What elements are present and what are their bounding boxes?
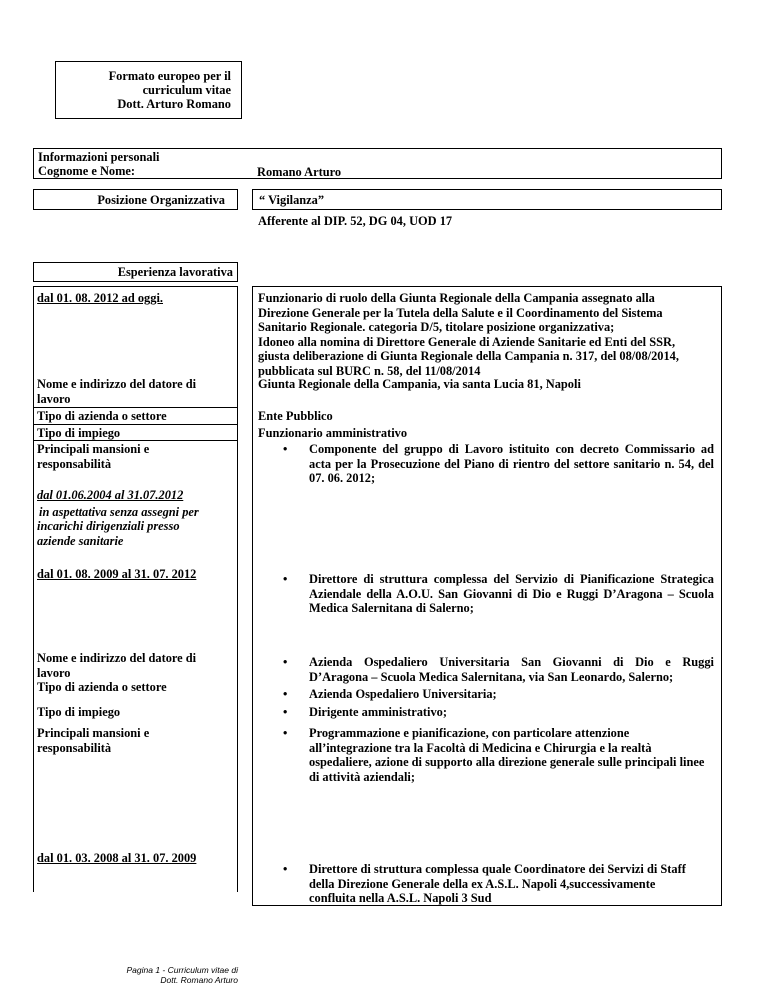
job2-type-value: Dirigente amministrativo; bbox=[309, 705, 447, 719]
job1-divider-1 bbox=[33, 407, 238, 408]
position-label-box bbox=[33, 189, 238, 210]
position-value-box bbox=[252, 189, 722, 210]
job1-desc-line: Sanitario Regionale. categoria D/5, titolare posizione organizzativa; bbox=[258, 320, 615, 335]
footer-line-1: Pagina 1 - Curriculum vitae di bbox=[126, 965, 238, 975]
job1-duties-line: Componente del gruppo di Lavoro istituito con decreto Commissario ad bbox=[309, 442, 714, 456]
position-label: Posizione Organizzativa bbox=[97, 193, 225, 207]
job2-duties-line: all’integrazione tra la Facoltà di Medicina e Chirurgia e la realtà bbox=[309, 740, 652, 755]
job1-desc-line: Idoneo alla nomina di Direttore Generale di Aziende Sanitarie ed Enti del SSR, bbox=[258, 334, 676, 349]
job1-type-label: Tipo di impiego bbox=[37, 426, 121, 440]
leave-note-line: aziende sanitarie bbox=[37, 533, 124, 548]
job1-duties-label-line2: responsabilità bbox=[37, 456, 112, 471]
bullet-icon: • bbox=[283, 655, 288, 669]
job2-sector-value: Azienda Ospedaliero Universitaria; bbox=[309, 687, 497, 701]
job1-employer-label bbox=[37, 377, 196, 406]
personal-section-title: Informazioni personali bbox=[38, 150, 160, 164]
job3-desc-line: della Direzione Generale della ex A.S.L. Napoli 4,successivamente bbox=[309, 876, 656, 891]
job1-desc-line: Direzione Generale per la Tutela della Salute e il Coordinamento del Sistema bbox=[258, 305, 663, 320]
bullet-icon: • bbox=[283, 862, 288, 876]
job2-employer-label-line1: Nome e indirizzo del datore di bbox=[37, 651, 197, 665]
job1-divider-3 bbox=[33, 440, 238, 441]
job2-duties-label-line2: responsabilità bbox=[37, 740, 112, 755]
job2-employer-label bbox=[37, 651, 196, 695]
experience-section-box bbox=[33, 262, 238, 282]
header-line-3: Dott. Arturo Romano bbox=[117, 97, 231, 111]
job2-desc-line: Aziendale della A.O.U. San Giovanni di Dio e Ruggi D’Aragona – Scuola bbox=[309, 586, 714, 601]
job2-employer-label-line2: lavoro bbox=[37, 665, 71, 680]
job1-employer-value: Giunta Regionale della Campania, via santa Lucia 81, Napoli bbox=[258, 377, 581, 391]
header-line-1: Formato europeo per il bbox=[108, 69, 231, 83]
job2-desc-line: Direttore di struttura complessa del Servizio di Pianificazione Strategica bbox=[309, 572, 714, 586]
job2-sector-label: Tipo di azienda o settore bbox=[37, 680, 167, 695]
experience-section-title: Esperienza lavorativa bbox=[117, 265, 233, 279]
job2-period: dal 01. 08. 2009 al 31. 07. 2012 bbox=[37, 567, 197, 581]
name-value: Romano Arturo bbox=[257, 165, 342, 179]
job1-employer-label-line1: Nome e indirizzo del datore di bbox=[37, 377, 197, 391]
personal-info-box bbox=[33, 148, 722, 179]
position-value-2: Afferente al DIP. 52, DG 04, UOD 17 bbox=[258, 214, 453, 228]
leave-block bbox=[37, 488, 199, 548]
job2-desc-line: Medica Salernitana di Salerno; bbox=[309, 601, 474, 616]
job1-desc-line: giusta deliberazione di Giunta Regionale della Campania n. 317, del 08/08/2014, bbox=[258, 349, 679, 364]
job1-employer-label-line2: lavoro bbox=[37, 391, 71, 406]
leave-note-line: incarichi dirigenziali presso bbox=[37, 519, 180, 534]
bullet-icon: • bbox=[283, 687, 288, 701]
position-value-1: “ Vigilanza” bbox=[259, 193, 325, 207]
job1-sector-label: Tipo di azienda o settore bbox=[37, 409, 167, 423]
job1-duties-label-line1: Principali mansioni e bbox=[37, 442, 150, 456]
bullet-icon: • bbox=[283, 726, 288, 740]
job1-desc-line: pubblicata sul BURC n. 58, del 11/08/2014 bbox=[258, 363, 481, 378]
leave-note-line: in aspettativa senza assegni per bbox=[39, 504, 199, 519]
footer-line-2: Dott. Romano Arturo bbox=[160, 975, 238, 985]
job1-duties-line: acta per la Prosecuzione del Piano di rientro del settore sanitario n. 54, del bbox=[309, 456, 714, 471]
job2-employer-line: Azienda Ospedaliero Universitaria San Giovanni di Dio e Ruggi bbox=[309, 655, 714, 669]
job1-duties-label bbox=[37, 442, 149, 471]
job2-duties-line: ospedaliere, azione di supporto alla direzione generale sulle principali linee bbox=[309, 755, 705, 770]
job3-desc-line: Direttore di struttura complessa quale Coordinatore dei Servizi di Staff bbox=[309, 862, 686, 876]
job2-duties-line: Programmazione e pianificazione, con particolare attenzione bbox=[309, 726, 630, 740]
job2-duties-label bbox=[37, 726, 149, 755]
job2-type-label: Tipo di impiego bbox=[37, 705, 121, 719]
header-line-2: curriculum vitae bbox=[142, 83, 231, 97]
job3-period: dal 01. 03. 2008 al 31. 07. 2009 bbox=[37, 851, 197, 865]
job2-duties-line: di attività aziendali; bbox=[309, 769, 416, 784]
bullet-icon: • bbox=[283, 442, 288, 456]
job2-duties-label-line1: Principali mansioni e bbox=[37, 726, 150, 740]
job1-period: dal 01. 08. 2012 ad oggi. bbox=[37, 291, 163, 305]
leave-period: dal 01.06.2004 al 31.07.2012 bbox=[37, 488, 184, 502]
job1-divider-2 bbox=[33, 424, 238, 425]
job1-duties-line: 07. 06. 2012; bbox=[309, 471, 376, 486]
job1-sector-value: Ente Pubblico bbox=[258, 409, 333, 423]
job1-type-value: Funzionario amministrativo bbox=[258, 426, 408, 440]
page-footer bbox=[60, 965, 238, 985]
job3-desc-line: confluita nella A.S.L. Napoli 3 Sud bbox=[309, 891, 492, 906]
name-label: Cognome e Nome: bbox=[38, 164, 136, 178]
header-box bbox=[55, 61, 242, 119]
job1-desc-line: Funzionario di ruolo della Giunta Regionale della Campania assegnato alla bbox=[258, 291, 655, 305]
bullet-icon: • bbox=[283, 705, 288, 719]
bullet-icon: • bbox=[283, 572, 288, 586]
job2-employer-line: D’Aragona – Scuola Medica Salernitana, via San Leonardo, Salerno; bbox=[309, 669, 674, 684]
job1-description bbox=[258, 291, 714, 379]
